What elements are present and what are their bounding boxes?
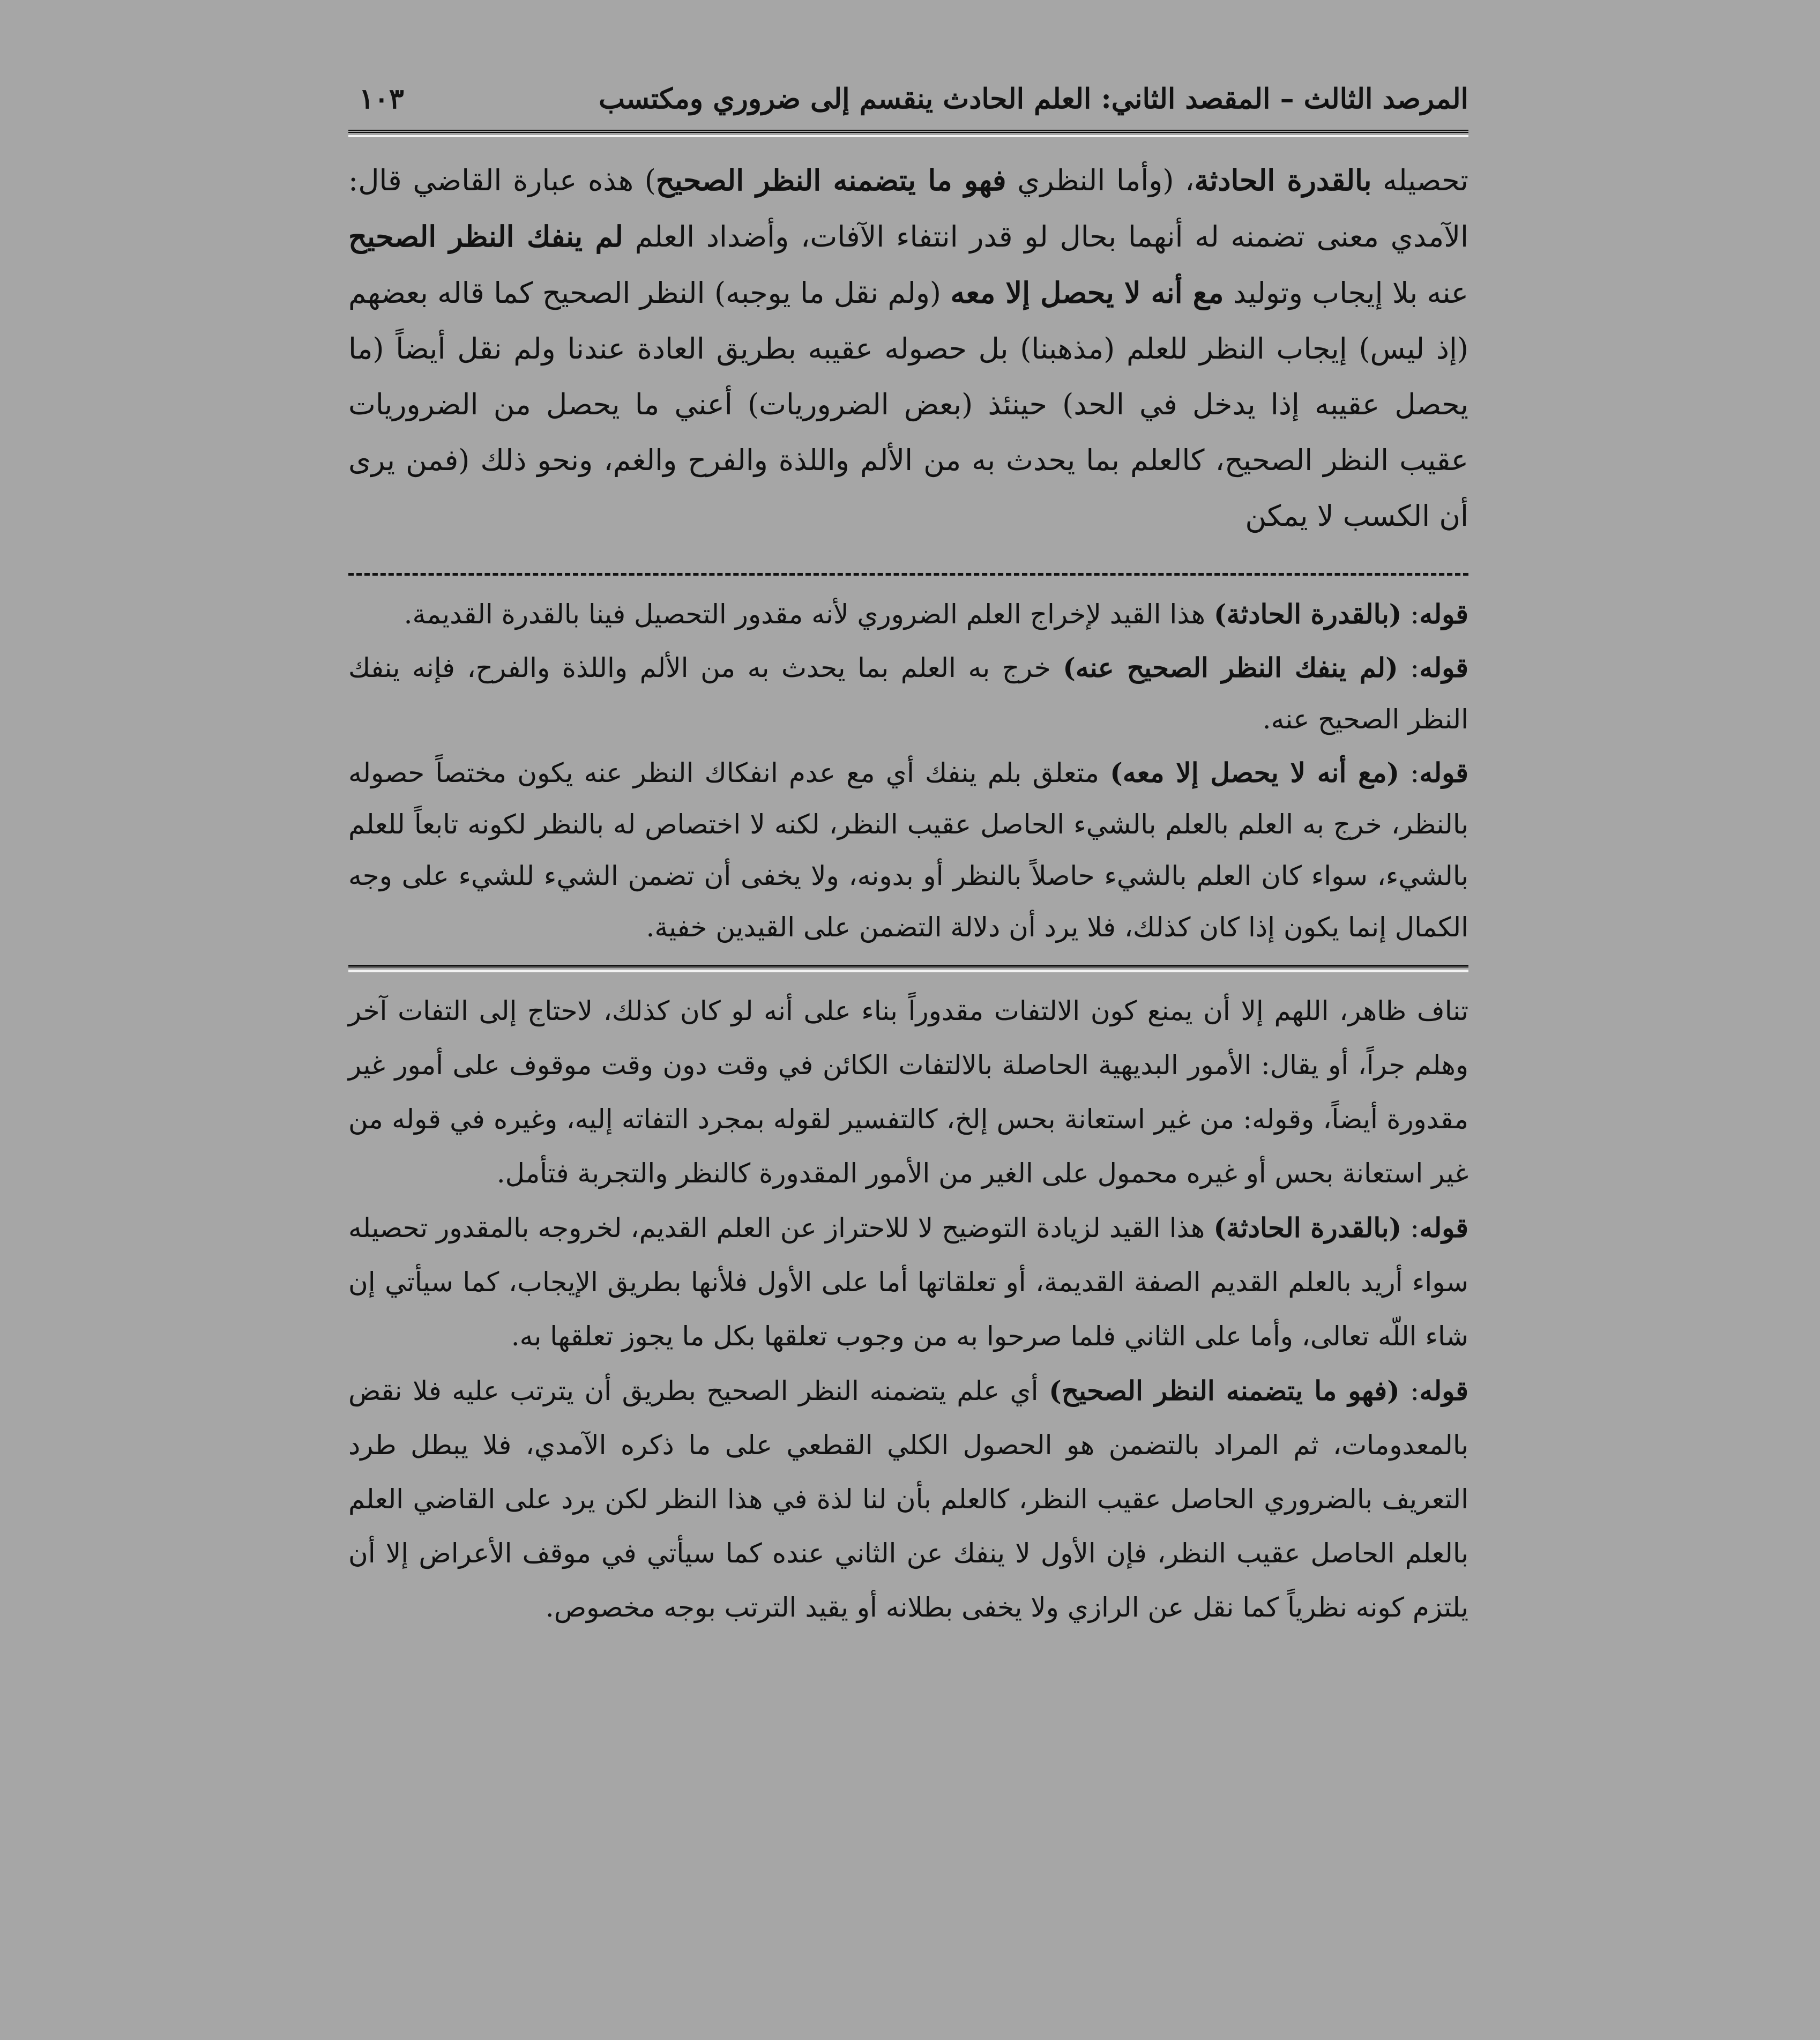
header-rule-shadow [348, 135, 1468, 137]
note-text: خرج به العلم بما يحدث به من الألم واللذة والفرح، فإنه ينفك النظر الصحيح عنه. [348, 652, 1468, 735]
note-text: هذا القيد لإخراج العلم الضروري لأنه مقدور التحصيل فينا بالقدرة القديمة. [404, 599, 1214, 630]
book-page [348, 75, 1468, 1635]
note-keyword: (لم ينفك النظر الصحيح عنه) [1063, 652, 1398, 683]
commentary-keyword: (فهو ما يتضمنه النظر الصحيح) [1049, 1375, 1400, 1406]
commentary-colon: : [1399, 1375, 1420, 1406]
header-rule [348, 130, 1468, 133]
main-text-run: ، (وأما النظري [1006, 163, 1195, 197]
note-label: قوله [1419, 757, 1468, 788]
page-number: ١٠٣ [359, 83, 404, 115]
note-paragraph [348, 747, 1468, 953]
commentary-text: هذا القيد لزيادة التوضيح لا للاحتراز عن العلم القديم، لخروجه بالمقدور تحصيله سواء أريد بالعلم القديم الصفة القديمة، أو تعلقاتها أما على الأول فلأنها بطريق الإيجاب، كما سيأتي إن شاء اللّه تعالى، وأما على الثاني فلما صرحوا به من وجوب تعلقها بكل ما يجوز تعلقها به. [348, 1212, 1468, 1352]
note-colon: : [1398, 652, 1420, 683]
main-text-run: تحصيله [1371, 163, 1468, 197]
main-text-paragraph [348, 152, 1468, 544]
commentary-colon: : [1401, 1212, 1420, 1244]
dashed-divider [348, 573, 1468, 576]
note-paragraph [348, 642, 1468, 745]
section-rule [348, 965, 1468, 967]
main-text-bold-run: لم ينفك النظر الصحيح [348, 219, 623, 254]
note-keyword: (مع أنه لا يحصل إلا معه) [1110, 757, 1400, 788]
note-text: متعلق بلم ينفك أي مع عدم انفكاك النظر عنه يكون مختصاً حصوله بالنظر، خرج به العلم بالعلم بالشيء الحاصل عقيب النظر، لكنه لا اختصاص له بالنظر لكونه تابعاً للعلم بالشيء، سواء كان العلم بالشيء حاصلاً بالنظر أو بدونه، ولا يخفى أن تضمن الشيء للشيء على وجه الكمال إنما يكون إذا كان كذلك، فلا يرد أن دلالة التضمن على القيدين خفية. [348, 757, 1468, 943]
note-label: قوله [1419, 598, 1468, 630]
section-divider [348, 965, 1468, 972]
note-keyword: (بالقدرة الحادثة) [1213, 598, 1402, 630]
commentary-text: أي علم يتضمنه النظر الصحيح بطريق أن يترتب عليه فلا نقض بالمعدومات، ثم المراد بالتضمن هو الحصول الكلي القطعي على ما ذكره الآمدي، فلا يبطل طرد التعريف بالضروري الحاصل عقيب النظر، كالعلم بأن لنا لذة في هذا النظر لكن يرد على القاضي العلم بالعلم الحاصل عقيب النظر، فإن الأول لا ينفك عن الثاني عنده كما سيأتي في موقف الأعراض إلا أن يلتزم كونه نظرياً كما نقل عن الرازي ولا يخفى بطلانه أو يقيد الترتب بوجه مخصوص. [348, 1375, 1468, 1623]
commentary-label: قوله [1419, 1212, 1468, 1244]
note-colon: : [1399, 757, 1420, 788]
main-text-bold-run: بالقدرة الحادثة [1194, 163, 1372, 197]
main-text-run: (ولم نقل ما يوجبه) النظر الصحيح كما قاله بعضهم (إذ ليس) إيجاب النظر للعلم (مذهبنا) بل حصوله عقيبه بطريق العادة عندنا ولم نقل أيضاً (ما يحصل عقيبه إذا يدخل في الحد) حينئذ (بعض الضروريات) أعني ما يحصل من الضروريات عقيب النظر الصحيح، كالعلم بما يحدث به من الألم واللذة والفرح والغم، ونحو ذلك (فمن يرى أن الكسب لا يمكن [348, 276, 1468, 533]
page-header [348, 75, 1468, 123]
main-text-run: عنه بلا إيجاب وتوليد [1224, 276, 1468, 310]
note-label: قوله [1419, 652, 1469, 683]
section-rule-shadow [348, 970, 1468, 972]
main-text-run: ) هذه عبارة القاضي قال: الآمدي معنى تضمنه له أنهما بحال لو قدر انتفاء الآفات، وأضداد العلم [348, 163, 1468, 254]
main-text-bold-run: مع أنه لا يحصل إلا معه [950, 276, 1224, 310]
commentary-paragraph: تناف ظاهر، اللهم إلا أن يمنع كون الالتفات مقدوراً بناء على أنه لو كان كذلك، لاحتاج إلى التفات آخر وهلم جراً، أو يقال: الأمور البديهية الحاصلة بالالتفات الكائن في وقت دون وقت موقوف على أمور غير مقدورة أيضاً، وقوله: من غير استعانة بحس إلخ، كالتفسير لقوله بمجرد التفاته إليه، وغيره في قوله من غير استعانة بحس أو غيره محمول على الغير من الأمور المقدورة كالنظر والتجربة فتأمل. [348, 995, 1468, 1189]
note-colon: : [1401, 599, 1420, 630]
running-title: المرصد الثالث – المقصد الثاني: العلم الحادث ينقسم إلى ضروري ومكتسب [599, 83, 1468, 115]
note-paragraph [348, 589, 1468, 640]
commentary-paragraph [348, 1364, 1468, 1635]
commentary-label: قوله [1419, 1375, 1468, 1406]
main-text-bold-run: فهو ما يتضمنه النظر الصحيح [655, 163, 1006, 197]
commentary-keyword: (بالقدرة الحادثة) [1213, 1212, 1402, 1244]
commentary-paragraph [348, 1201, 1468, 1364]
